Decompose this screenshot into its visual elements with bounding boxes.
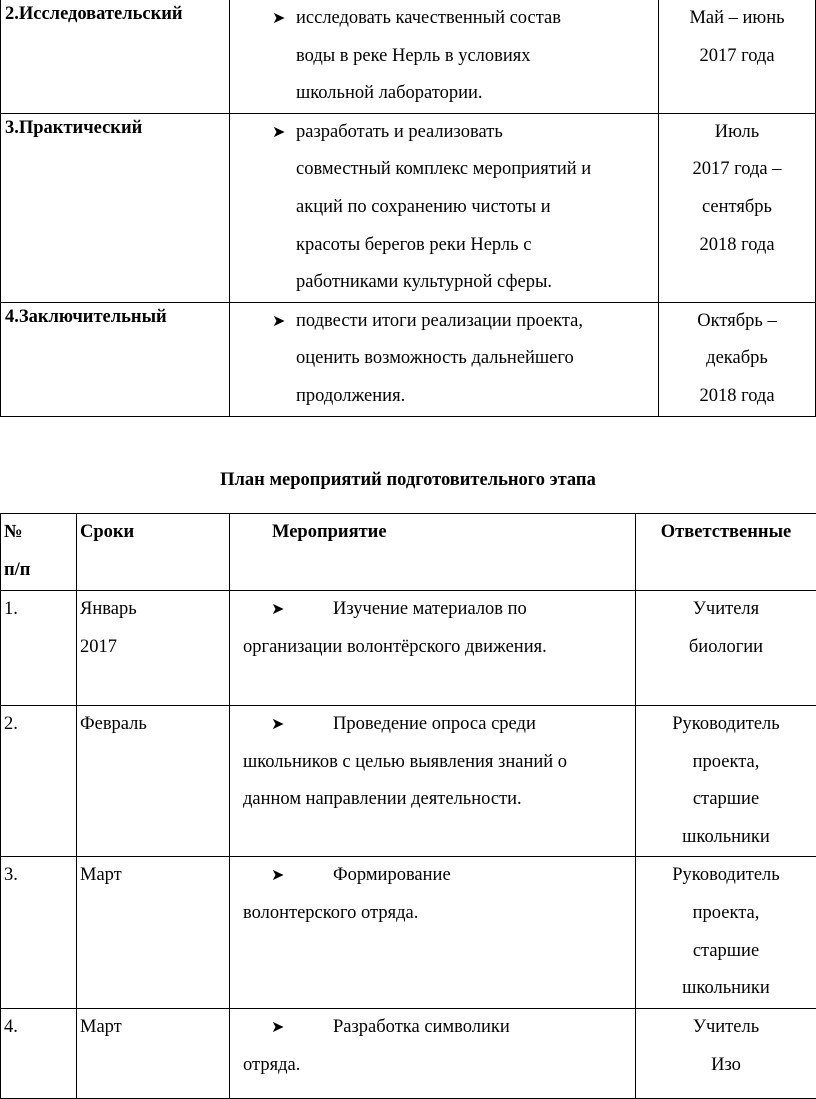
stage-row bbox=[1, 302, 816, 416]
header-event: Мероприятие bbox=[230, 514, 636, 591]
row-date: Март bbox=[77, 857, 230, 1009]
stage-row bbox=[1, 113, 816, 302]
row-num: 2. bbox=[1, 706, 77, 857]
arrowhead-bullet-icon: ➤ bbox=[271, 857, 284, 895]
header-responsible: Ответственные bbox=[636, 514, 816, 591]
stage-name: 3.Практический bbox=[1, 113, 230, 302]
stage-task: ➤ исследовать качественный состав воды в реке Нерль в условиях школьной лаборатории. bbox=[230, 0, 659, 113]
table-row bbox=[1, 591, 816, 706]
row-num: 3. bbox=[1, 857, 77, 1009]
row-responsible: Учитель Изо bbox=[636, 1009, 816, 1099]
table-row bbox=[1, 706, 816, 857]
row-date: Февраль bbox=[77, 706, 230, 857]
table-row bbox=[1, 857, 816, 1009]
plan-title: План мероприятий подготовительного этапа bbox=[0, 464, 816, 496]
row-date: Январь 2017 bbox=[77, 591, 230, 706]
stage-name: 4.Заключительный bbox=[1, 302, 230, 416]
arrowhead-bullet-icon: ➤ bbox=[272, 0, 285, 38]
arrowhead-bullet-icon: ➤ bbox=[271, 591, 284, 629]
stage-row bbox=[1, 0, 816, 113]
stage-task: ➤ подвести итоги реализации проекта, оценить возможность дальнейшего продолжения. bbox=[230, 302, 659, 416]
row-responsible: Учителя биологии bbox=[636, 591, 816, 706]
row-num: 4. bbox=[1, 1009, 77, 1099]
row-event: ➤ Изучение материалов по организации волонтёрского движения. bbox=[230, 591, 636, 706]
header-num: № п/п bbox=[1, 514, 77, 591]
row-event: ➤ Формирование волонтерского отряда. bbox=[230, 857, 636, 1009]
arrowhead-bullet-icon: ➤ bbox=[272, 114, 285, 152]
stage-task: ➤ разработать и реализовать совместный комплекс мероприятий и акций по сохранению чистоты и красоты берегов реки Нерль с работниками культурной сферы. bbox=[230, 113, 659, 302]
row-responsible: Руководитель проекта, старшие школьники bbox=[636, 706, 816, 857]
plan-table bbox=[0, 513, 816, 1099]
stage-term: Май – июнь 2017 года bbox=[659, 0, 816, 113]
arrowhead-bullet-icon: ➤ bbox=[271, 1009, 284, 1047]
row-num: 1. bbox=[1, 591, 77, 706]
stages-table bbox=[0, 0, 816, 417]
stage-name: 2.Исследовательский bbox=[1, 0, 230, 113]
stage-term: Октябрь – декабрь 2018 года bbox=[659, 302, 816, 416]
row-date: Март bbox=[77, 1009, 230, 1099]
plan-header-row bbox=[1, 514, 816, 591]
row-responsible: Руководитель проекта, старшие школьники bbox=[636, 857, 816, 1009]
header-date: Сроки bbox=[77, 514, 230, 591]
row-event: ➤ Проведение опроса среди школьников с целью выявления знаний о данном направлении деятельности. bbox=[230, 706, 636, 857]
arrowhead-bullet-icon: ➤ bbox=[272, 303, 285, 341]
row-event: ➤ Разработка символики отряда. bbox=[230, 1009, 636, 1099]
stage-term: Июль 2017 года – сентябрь 2018 года bbox=[659, 113, 816, 302]
table-row bbox=[1, 1009, 816, 1099]
arrowhead-bullet-icon: ➤ bbox=[271, 706, 284, 744]
